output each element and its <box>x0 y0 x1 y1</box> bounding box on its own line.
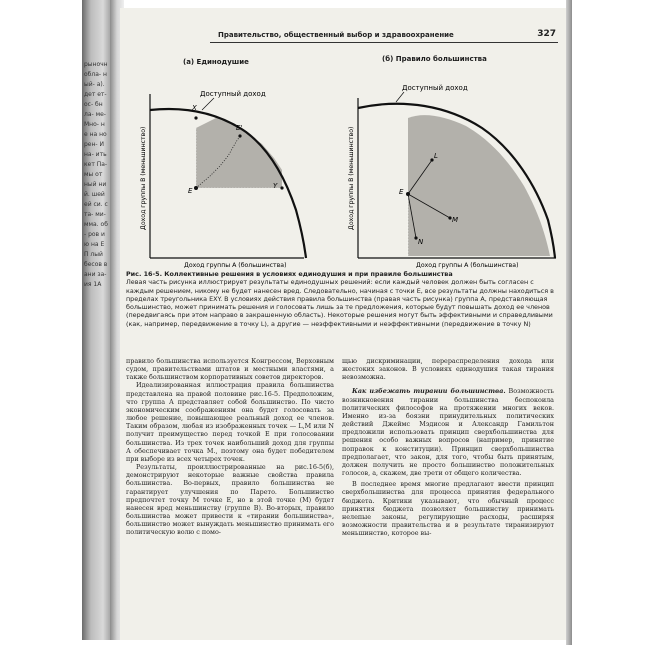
figure-caption <box>126 270 558 328</box>
running-title: Правительство, общественный выбор и здравоохранение <box>218 31 454 39</box>
curve-label-pointer-b <box>396 92 404 102</box>
right-page-edge <box>566 0 572 645</box>
point-e-a <box>194 186 198 190</box>
y-axis-label-a: Доход группы В (меньшинство) <box>140 126 147 230</box>
y-axis-label-b: Доход группы В (меньшинство) <box>348 126 355 230</box>
panel-a-title: (а) Единодушие <box>183 58 249 66</box>
x-axis-label-b: Доход группы А (большинства) <box>416 262 519 269</box>
caption-body: Левая часть рисунка иллюстрирует результаты единодушных решений: если каждый человек должен быть согласен с каждым решением, никому не будет нанесен вред. Следовательно, начиная с точки Е, все результаты должны находиться в пределах треугольника EXY. В условиях действия правила большинства (правая часть рисунка) группа А, представляющая большинство, может принимать решения и голосовать лишь за те предложения, которые будут повышать доход ее членов (передвигаясь при этом направо в закрашенную область). Некоторые решения могут быть эффективными и справедливыми (как, например, передвижение в точку L), а другие — неэффективными и неэффективными (передвижение в точку N) <box>126 278 554 328</box>
panel-b-title: (б) Правило большинства <box>382 55 487 63</box>
label-e-b: E <box>399 188 404 196</box>
caption-title: Рис. 16-5. Коллективные решения в условиях единодушия и при правиле большинства <box>126 270 453 278</box>
label-e-a: E <box>188 187 193 195</box>
majority-shaded-region <box>408 115 550 256</box>
paragraph: Идеализированная иллюстрация правила большинства представлена на правой половине рис.16-5. Предположим, что группа А представляет собой большинство. По чисто экономическим соображениям она будет голосовать за любое решение, повышающее реальный доход ее членов. Таким образом, любая из изображенных точек — L,M или N получит преимущество перед точкой Е при голосовании большинства. Из трех точек наибольший доход для группы А обеспечивает точка М., поэтому она будет победителем при выборе из всех четырех точек. <box>126 381 334 463</box>
label-m: M <box>452 216 459 224</box>
label-n: N <box>418 238 424 246</box>
label-y: Y <box>273 182 278 190</box>
x-axis-label-a: Доход группы А (большинства) <box>184 262 287 269</box>
label-x: X <box>192 104 197 112</box>
section-heading: Как избежать тирании большинства. <box>352 387 506 396</box>
curve-label-a: Доступный доход <box>200 90 266 98</box>
body-column-right <box>342 357 554 537</box>
point-x <box>194 116 197 119</box>
curve-label-pointer-a <box>202 98 214 110</box>
point-y <box>280 186 283 189</box>
point-e-b <box>406 192 410 196</box>
paragraph: Результаты, проиллюстрированные на рис.16-5(б), демонстрируют некоторые важные свойства правила большинства. Во-первых, правило большинства не гарантирует улучшения по Парето. Большинство предпочтет точку М точке Е, но в этой точке (М) будет нанесен вред меньшинству (группе В). Во-вторых, правило большинства может привести к «тирании большинства», большинство может вынуждать меньшинство принимать его политическую волю с помо- <box>126 463 334 537</box>
paragraph: Как избежать тирании большинства. Возможность возникновения тирании большинства беспокоила политических философов на протяжении многих веков. Именно из-за боязни принудительных политических действий Джеймс Мэдисон и Александр Гамильтон предложили использовать принцип сверхбольшинства для решения особо важных вопросов (например, принятие поправок к конституции). Принцип сверхбольшинства предполагает, что закон, для того, чтобы быть принятым, должен получить не просто большинство положительных голосов, а, скажем, две трети от общего количества. <box>342 387 554 478</box>
body-column-left <box>126 357 334 536</box>
running-header <box>218 28 560 42</box>
paragraph: правило большинства используется Конгрессом, Верховным судом, правительствами штатов и местными властями, а также большинством корпоративных советов директоров. <box>126 357 334 382</box>
label-e-prime: E' <box>236 124 243 132</box>
header-rule <box>210 42 558 43</box>
page-number: 327 <box>537 29 556 39</box>
label-l: L <box>434 152 438 160</box>
curve-label-b: Доступный доход <box>402 84 468 92</box>
figure-panel-a <box>136 70 312 270</box>
left-page-fragment: рыночн обла- ный- а). дет ет- ос- бн ла- ме- Мно- не на но рен- И на- ить кет Па- мы от ный ний. шей ей си. ста- ми- мма. об- ров ию на ЕП лый бесов вани за- ия 1А <box>84 61 108 288</box>
paragraph: В последнее время многие предлагают ввести принцип сверхбольшинства для процесса принятия федерального бюджета. Критики указывают, что обычный процесс принятия бюджета позволяет большинству принимать нелепые законы, регулирующие расходы, расширяя возможности правительства и в результате тиранизируют меньшинство, которое вы- <box>342 480 554 538</box>
figure-panel-b <box>344 70 558 270</box>
point-e-prime <box>238 134 241 137</box>
paragraph: щью дискриминации, перераспределения дохода или жестоких законов. В условиях единодушия такая тирания невозможна. <box>342 357 554 382</box>
